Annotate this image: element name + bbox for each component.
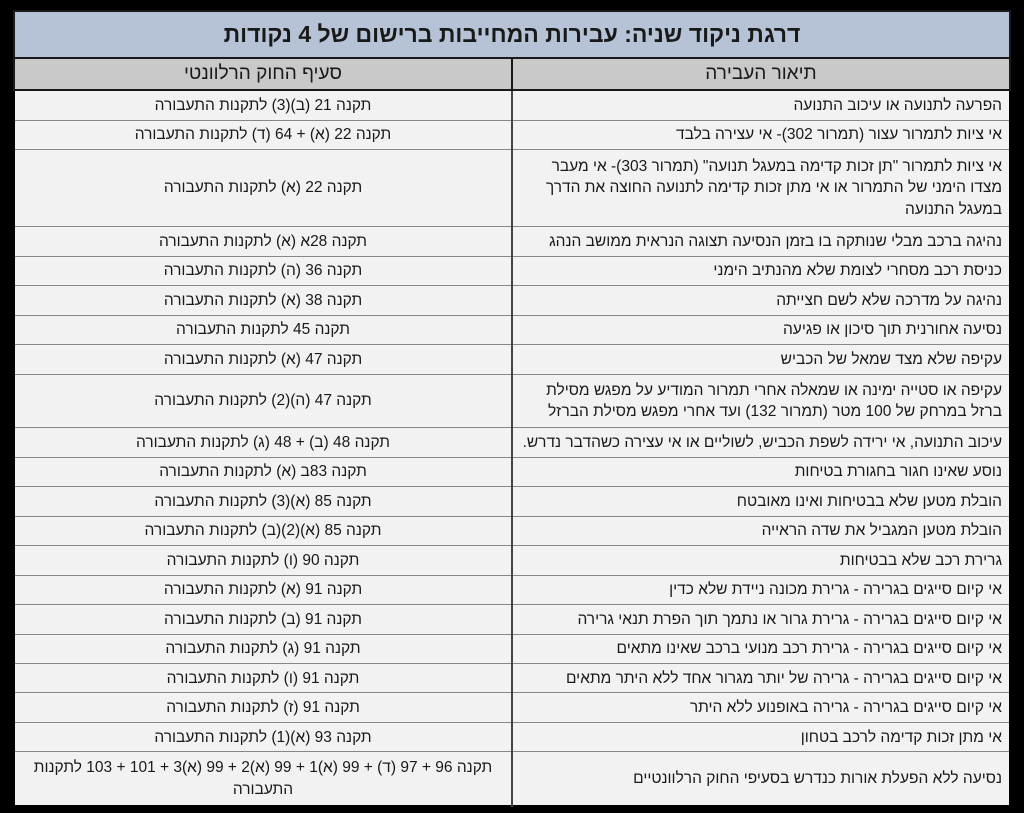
column-header-row [14, 58, 1010, 90]
table-row [14, 487, 1010, 516]
law-section-cell: תקנה 22 (א) + 64 (ד) לתקנות התעבורה [14, 120, 512, 149]
table-row [14, 345, 1010, 374]
title-row [14, 11, 1010, 58]
offense-description-cell: אי קיום סייגים בגרירה - גרירת גרור או נתמך תוך הפרת תנאי גרירה [512, 605, 1010, 634]
law-section-cell: תקנה 96 + 97 (ד) + 99 (א)1 + 99 (א)2 + 99 (א)3 + 101 + 103 לתקנות התעבורה [14, 752, 512, 806]
offense-description-cell: נסיעה אחורנית תוך סיכון או פגיעה [512, 315, 1010, 344]
law-section-cell: תקנה 85 (א)(3) לתקנות התעבורה [14, 487, 512, 516]
offense-description-cell: עקיפה שלא מצד שמאל של הכביש [512, 345, 1010, 374]
law-section-cell: תקנה 38 (א) לתקנות התעבורה [14, 286, 512, 315]
offense-description-cell: אי קיום סייגים בגרירה - גרירת מכונה ניידת שלא כדין [512, 575, 1010, 604]
table-row [14, 90, 1010, 120]
table-row [14, 256, 1010, 285]
table-row [14, 634, 1010, 663]
law-section-cell: תקנה 91 (א) לתקנות התעבורה [14, 575, 512, 604]
table-body [14, 90, 1010, 806]
table-row [14, 428, 1010, 457]
table-row [14, 286, 1010, 315]
law-section-cell: תקנה 36 (ה) לתקנות התעבורה [14, 256, 512, 285]
offense-description-cell: הפרעה לתנועה או עיכוב התנועה [512, 90, 1010, 120]
table-row [14, 516, 1010, 545]
law-section-cell: תקנה 47 (א) לתקנות התעבורה [14, 345, 512, 374]
offense-description-cell: עיכוב התנועה, אי ירידה לשפת הכביש, לשוליים או אי עצירה כשהדבר נדרש. [512, 428, 1010, 457]
law-section-cell: תקנה 85 (א)(2)(ב) לתקנות התעבורה [14, 516, 512, 545]
table-title: דרגת ניקוד שניה: עבירות המחייבות ברישום של 4 נקודות [14, 11, 1010, 58]
table-row [14, 315, 1010, 344]
offense-description-cell: גרירת רכב שלא בבטיחות [512, 546, 1010, 575]
column-header-law-section: סעיף החוק הרלוונטי [14, 58, 512, 90]
law-section-cell: תקנה 91 (ז) לתקנות התעבורה [14, 693, 512, 722]
law-section-cell: תקנה 93 (א)(1) לתקנות התעבורה [14, 722, 512, 751]
offense-description-cell: הובלת מטען שלא בבטיחות ואינו מאובטח [512, 487, 1010, 516]
law-section-cell: תקנה 90 (ו) לתקנות התעבורה [14, 546, 512, 575]
offenses-points-table [13, 10, 1011, 807]
offense-description-cell: נוסע שאינו חגור בחגורת בטיחות [512, 457, 1010, 486]
law-section-cell: תקנה 91 (ב) לתקנות התעבורה [14, 605, 512, 634]
law-section-cell: תקנה 21 (ב)(3) לתקנות התעבורה [14, 90, 512, 120]
offense-description-cell: עקיפה או סטייה ימינה או שמאלה אחרי תמרור המודיע על מפגש מסילת ברזל במרחק של 100 מטר (תמרור 132) ועד אחרי מפגש מסילת הברזל [512, 374, 1010, 427]
law-section-cell: תקנה 22 (א) לתקנות התעבורה [14, 150, 512, 227]
offense-description-cell: הובלת מטען המגביל את שדה הראייה [512, 516, 1010, 545]
offense-description-cell: אי ציות לתמרור עצור (תמרור 302)- אי עצירה בלבד [512, 120, 1010, 149]
offense-description-cell: כניסת רכב מסחרי לצומת שלא מהנתיב הימני [512, 256, 1010, 285]
offense-description-cell: נהיגה על מדרכה שלא לשם חצייתה [512, 286, 1010, 315]
table-row [14, 722, 1010, 751]
law-section-cell: תקנה 91 (ו) לתקנות התעבורה [14, 663, 512, 692]
offense-description-cell: אי ציות לתמרור "תן זכות קדימה במעגל תנועה" (תמרור 303)- אי מעבר מצדו הימני של התמרור או אי מתן זכות קדימה לתנועה החוצה את הדרך במעגל התנועה [512, 150, 1010, 227]
law-section-cell: תקנה 45 לתקנות התעבורה [14, 315, 512, 344]
offense-description-cell: אי מתן זכות קדימה לרכב בטחון [512, 722, 1010, 751]
column-header-offense-description: תיאור העבירה [512, 58, 1010, 90]
offense-description-cell: אי קיום סייגים בגרירה - גרירה באופנוע ללא היתר [512, 693, 1010, 722]
offense-description-cell: נהיגה ברכב מבלי שנותקה בו בזמן הנסיעה תצוגה הנראית ממושב הנהג [512, 227, 1010, 256]
table-row [14, 150, 1010, 227]
table-head [14, 11, 1010, 90]
offense-description-cell: אי קיום סייגים בגרירה - גרירה של יותר מגרור אחד ללא היתר מתאים [512, 663, 1010, 692]
table-row [14, 575, 1010, 604]
offense-description-cell: אי קיום סייגים בגרירה - גרירת רכב מנועי ברכב שאינו מתאים [512, 634, 1010, 663]
table-row [14, 752, 1010, 806]
table-row [14, 663, 1010, 692]
law-section-cell: תקנה 83ב (א) לתקנות התעבורה [14, 457, 512, 486]
table-row [14, 605, 1010, 634]
law-section-cell: תקנה 91 (ג) לתקנות התעבורה [14, 634, 512, 663]
law-section-cell: תקנה 28א (א) לתקנות התעבורה [14, 227, 512, 256]
table-row [14, 457, 1010, 486]
table-row [14, 120, 1010, 149]
law-section-cell: תקנה 47 (ה)(2) לתקנות התעבורה [14, 374, 512, 427]
table-row [14, 546, 1010, 575]
table-row [14, 374, 1010, 427]
offense-description-cell: נסיעה ללא הפעלת אורות כנדרש בסעיפי החוק הרלוונטיים [512, 752, 1010, 806]
law-section-cell: תקנה 48 (ב) + 48 (ג) לתקנות התעבורה [14, 428, 512, 457]
table-row [14, 227, 1010, 256]
table-row [14, 693, 1010, 722]
